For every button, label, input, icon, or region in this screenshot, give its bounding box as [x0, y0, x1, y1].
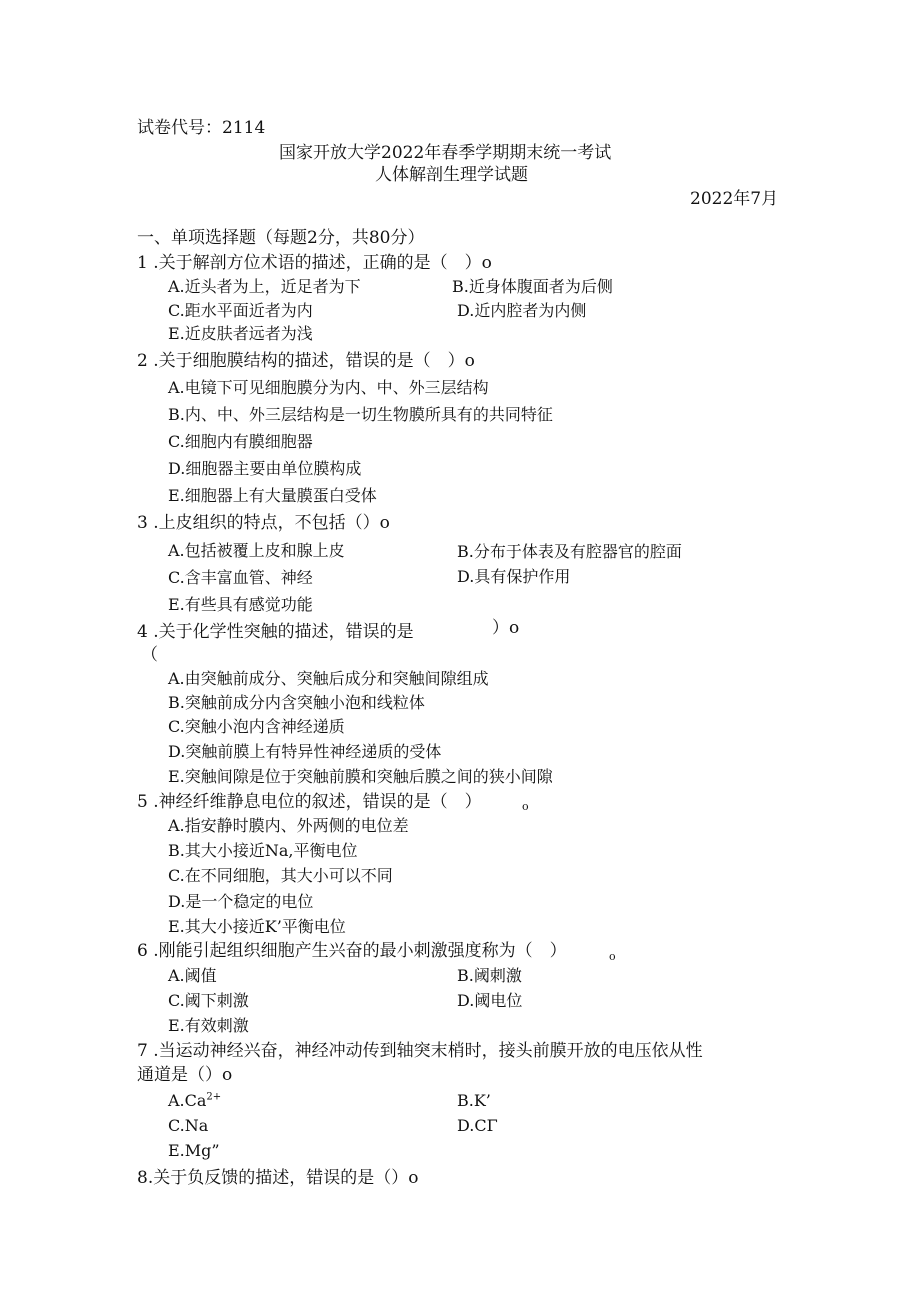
section-title: 一、单项选择题（每题2分，共80分） [137, 228, 425, 248]
exam-title: 国家开放大学2022年春季学期期末统一考试 [279, 143, 612, 163]
question-stem: 4 .关于化学性突触的描述，错误的是 [137, 622, 414, 642]
option-b: B.内、中、外三层结构是一切生物膜所具有的共同特征 [168, 405, 553, 424]
option-a-superscript: 2+ [206, 1091, 222, 1103]
option-b: B.分布于体表及有腔器官的腔面 [457, 542, 682, 561]
question-stem: 8.关于负反馈的描述，错误的是（）o [137, 1168, 419, 1188]
option-a: A.阈值 [168, 966, 217, 985]
exam-date: 2022年7月 [690, 189, 779, 209]
option-e: E.细胞器上有大量膜蛋白受体 [168, 486, 377, 505]
option-a [168, 1090, 221, 1112]
option-d: D.突触前膜上有特异性神经递质的受体 [168, 742, 442, 761]
question-stem: 3 .上皮组织的特点，不包括（）o [137, 513, 390, 533]
question-stem: 1 .关于解剖方位术语的描述，正确的是（ ）o [137, 253, 492, 273]
question-stem: 5 .神经纤维静息电位的叙述，错误的是（ ） [137, 792, 482, 812]
option-c: C.突触小泡内含神经递质 [168, 717, 345, 736]
option-b: B.突触前成分内含突触小泡和线粒体 [168, 693, 425, 712]
option-d: D.CΓ [457, 1116, 498, 1135]
option-b: B.阈刺激 [457, 966, 522, 985]
option-e: E.其大小接近K’平衡电位 [168, 917, 346, 936]
question-stem: 6 .刚能引起组织细胞产生兴奋的最小刺激强度称为（ ） [137, 941, 567, 961]
paper-code: 试卷代号：2114 [137, 118, 266, 138]
question-stem-tail: o [522, 800, 529, 813]
question-stem-tail: o [609, 950, 616, 963]
option-c: C.在不同细胞，其大小可以不同 [168, 866, 393, 885]
question-stem: 7 .当运动神经兴奋，神经冲动传到轴突末梢时，接头前膜开放的电压依从性 [137, 1041, 703, 1061]
option-a: A.指安静时膜内、外两侧的电位差 [168, 816, 409, 835]
option-c: C.距水平面近者为内 [168, 301, 313, 320]
option-a-text: A.Ca [168, 1091, 207, 1110]
option-d: D.近内腔者为内侧 [457, 301, 587, 320]
option-d: D.是一个稳定的电位 [168, 892, 314, 911]
option-e: E.Mg” [168, 1141, 220, 1160]
question-stem-tail: ）o [492, 618, 520, 638]
option-b: B.K’ [457, 1091, 491, 1110]
option-c: C.含丰富血管、神经 [168, 568, 313, 587]
option-c: C.阈下刺激 [168, 991, 249, 1010]
option-a: A.包括被覆上皮和腺上皮 [168, 541, 345, 560]
option-e: E.有些具有感觉功能 [168, 595, 313, 614]
question-stem-line2: 通道是（）o [137, 1065, 233, 1085]
option-e: E.近皮肤者远者为浅 [168, 324, 313, 343]
question-stem: 2 .关于细胞膜结构的描述，错误的是（ ）o [137, 351, 475, 371]
option-d: D.阈电位 [457, 991, 523, 1010]
option-a: A.近头者为上，近足者为下 [168, 277, 361, 296]
option-e: E.有效刺激 [168, 1016, 249, 1035]
option-b: B.其大小接近Na,平衡电位 [168, 841, 358, 860]
subject-title: 人体解剖生理学试题 [375, 165, 528, 185]
option-a: A.由突触前成分、突触后成分和突触间隙组成 [168, 669, 489, 688]
question-stem-paren: （ [141, 645, 158, 665]
option-a: A.电镜下可见细胞膜分为内、中、外三层结构 [168, 378, 489, 397]
option-d: D.细胞器主要由单位膜构成 [168, 459, 362, 478]
option-e: E.突触间隙是位于突触前膜和突触后膜之间的狭小间隙 [168, 767, 553, 786]
option-c: C.Na [168, 1116, 209, 1135]
option-c: C.细胞内有膜细胞器 [168, 432, 313, 451]
option-b: B.近身体腹面者为后侧 [452, 277, 613, 296]
option-d: D.具有保护作用 [457, 567, 571, 586]
